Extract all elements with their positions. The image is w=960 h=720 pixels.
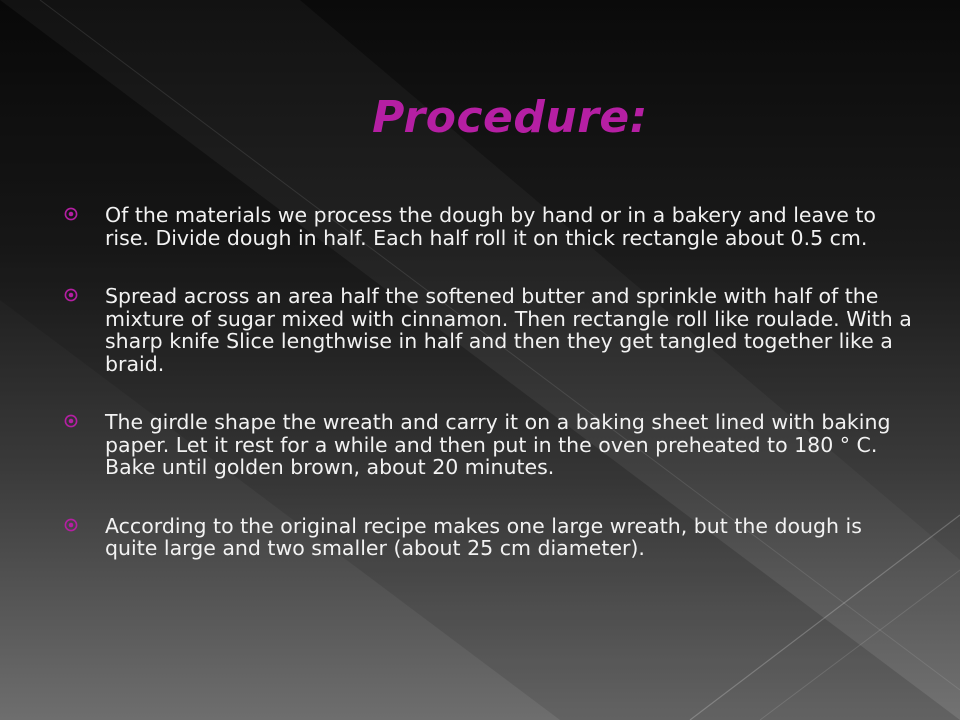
bullet-text: The girdle shape the wreath and carry it on a baking sheet lined with baking paper. Let it rest for a while and then put in the oven preheated to 180 ° C. Bake until golden brown, about 20 minutes.	[105, 410, 891, 479]
circled-dot-icon	[64, 207, 78, 221]
bullet-text: Spread across an area half the softened butter and sprinkle with half of the mixture of sugar mixed with cinnamon. Then rectangle roll like roulade. With a sharp knife Slice lengthwise in half and then they get tangled together like a braid.	[105, 284, 912, 376]
slide-title: Procedure:	[372, 92, 648, 143]
bullet-item	[64, 204, 914, 249]
bullet-text: Of the materials we process the dough by hand or in a bakery and leave to rise. Divide dough in half. Each half roll it on thick rectangle about 0.5 cm.	[105, 203, 876, 250]
bullet-list	[64, 204, 914, 596]
bullet-text: According to the original recipe makes one large wreath, but the dough is quite large and two smaller (about 25 cm diameter).	[105, 513, 862, 560]
circled-dot-icon	[64, 288, 78, 302]
bullet-item	[64, 515, 914, 560]
circled-dot-icon	[64, 518, 78, 532]
bullet-item	[64, 285, 914, 375]
circled-dot-icon	[64, 414, 78, 428]
bullet-item	[64, 411, 914, 479]
